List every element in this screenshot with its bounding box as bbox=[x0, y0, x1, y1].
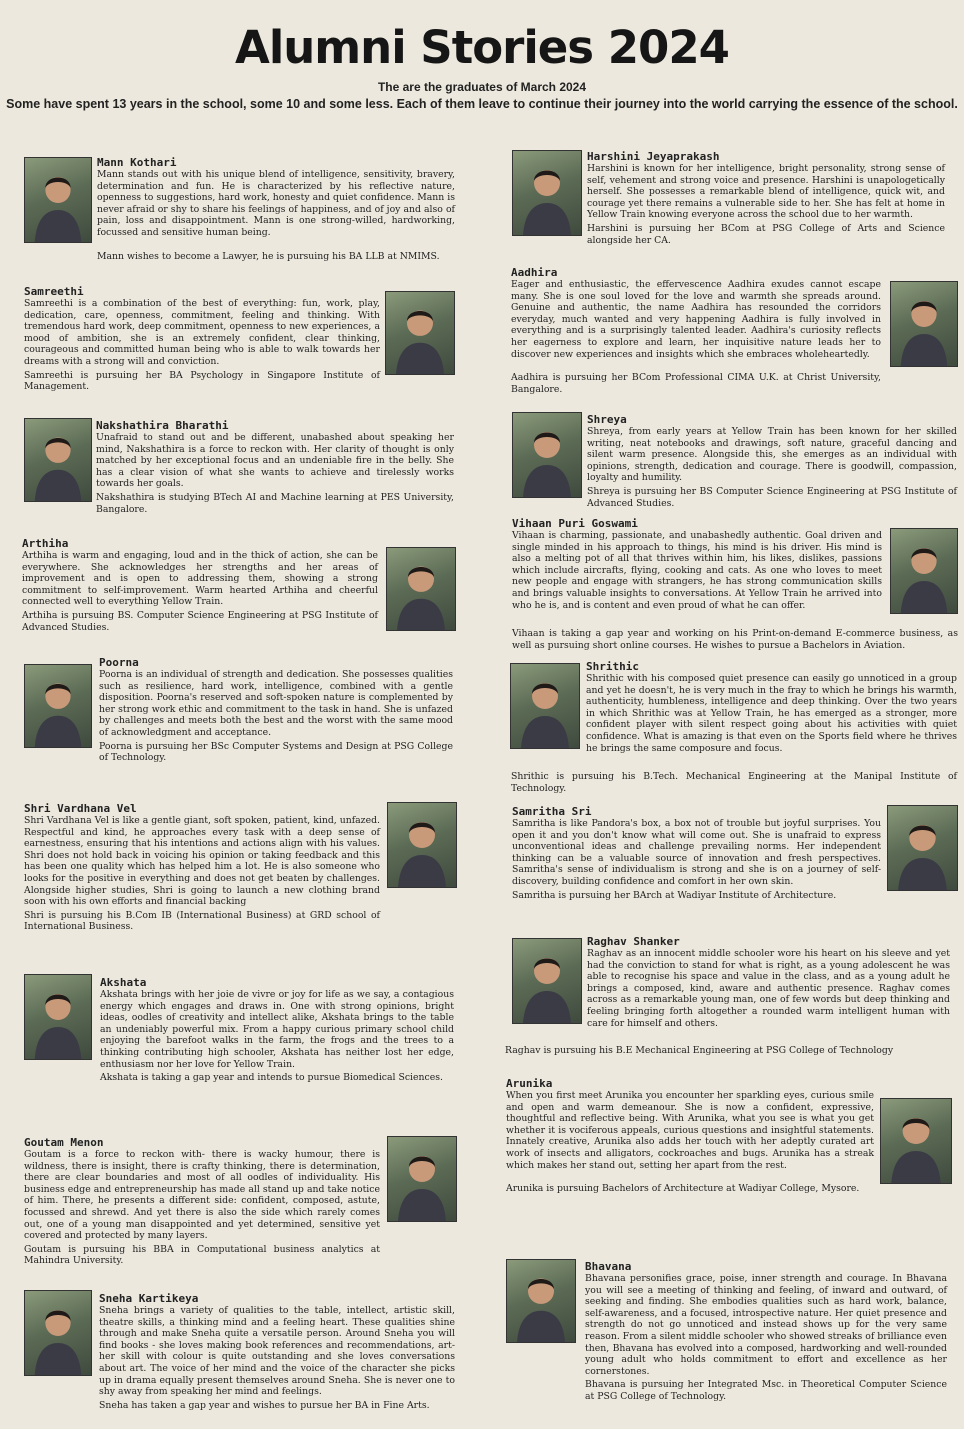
alumni-note: Arunika is pursuing Bachelors of Architecture at Wadiyar College, Mysore. bbox=[506, 1183, 860, 1195]
portrait-photo bbox=[890, 281, 958, 367]
alumni-name: Harshini Jeyaprakash bbox=[587, 150, 720, 163]
alumni-name: Vihaan Puri Goswami bbox=[512, 517, 638, 530]
portrait-photo bbox=[512, 412, 582, 498]
alumni-note: Poorna is pursuing her BSc Computer Systems and Design at PSG College of Technology. bbox=[99, 740, 453, 764]
page-subtitle: The are the graduates of March 2024 bbox=[377, 80, 587, 94]
alumni-bio: Vihaan is charming, passionate, and unabashedly authentic. Goal driven and single minded in his approach to things, his mind is his driver. His mind is also a melting pot of all that thrives within him, his likes, dislikes, passions which include aircrafts, flying, cooking and cats. As one who loves to meet new people and engage with strangers, he has strong communication skills and brings valuable insights to conversations. At Yellow Train he arrived into who he is, and is content and even proud of what he can offer. bbox=[512, 530, 882, 611]
portrait-photo bbox=[387, 802, 457, 888]
alumni-bio: Akshata brings with her joie de vivre or joy for life as we say, a contagious energy which engages and draws in. One with strong opinions, bright ideas, oodles of creativity and intellect alike, Akshata brings to the table an undeniably powerful mix. From a happy curious primary school child enjoying the barefoot walks in the farm, the frogs and the trees to a thinking contributing high schooler, Akshata has neither lost her edge, enthusiasm nor her love for Yellow Train. bbox=[100, 989, 454, 1070]
alumni-note: Nakshathira is studying BTech AI and Machine learning at PES University, Bangalore. bbox=[96, 491, 454, 515]
alumni-note: Mann wishes to become a Lawyer, he is pursuing his BA LLB at NMIMS. bbox=[97, 250, 440, 262]
alumni-note: Raghav is pursuing his B.E Mechanical Engineering at PSG College of Technology bbox=[505, 1045, 894, 1056]
alumni-bio: Bhavana personifies grace, poise, inner strength and courage. In Bhavana you will see a meeting of thinking and feeling, of inward and outward, of seeking and finding. She embodies qualities such as hard work, balance, self-awareness, and a focused, introspective nature. Her quiet presence and strength do not go unnoticed and instead shows up for the very same reason. From a silent middle schooler who showed streaks of brilliance even then, Bhavana has evolved into a composed, hardworking and well-rounded young adult who holds commitment to effort and excellence as her cornerstones. bbox=[585, 1273, 947, 1377]
alumni-note: Sneha has taken a gap year and wishes to pursue her BA in Fine Arts. bbox=[99, 1399, 430, 1411]
alumni-name: Akshata bbox=[100, 976, 147, 989]
alumni-note: Arthiha is pursuing BS. Computer Science Engineering at PSG Institute of Advanced Studies. bbox=[22, 609, 378, 633]
alumni-bio: Shri Vardhana Vel is like a gentle giant, soft spoken, patient, kind, unfazed. Respectful and kind, he approaches every task with a deep sense of earnestness, ensuring that his intentions and actions align with his values. Shri does not hold back in voicing his opinion or taking feedback and this has been one quality which has helped him a lot. He is also someone who looks for the positive in everything and does not get beaten by challenges. Alongside higher studies, Shri is going to launch a new clothing brand soon with his own efforts and financial backing bbox=[24, 815, 380, 908]
alumni-bio: Samritha is like Pandora's box, a box not of trouble but joyful surprises. You open it and you don't know what will come out. She is unafraid to express unconventional ideas and challenge prevailing norms. Her independent thinking can be a valuable source of innovation and fresh perspectives. Samritha's sense of individualism is strong and she is on a journey of self-discovery, building confidence and comfort in her own skin. bbox=[512, 818, 881, 887]
portrait-photo bbox=[506, 1259, 576, 1343]
alumni-bio: Raghav as an innocent middle schooler wore his heart on his sleeve and yet had the conviction to stand for what is right, as a young adolescent he was able to recognise his space and value in the class, and as a young adult he brings a composed, kind, aware and authentic presence. Raghav comes across as a remarkable young man, one of few words but deep thinking and feeling bringing forth altogether a rounded warm intelligent human with care for himself and others. bbox=[587, 948, 950, 1029]
alumni-bio: Mann stands out with his unique blend of intelligence, sensitivity, bravery, determination and fun. He is characterized by his reflective nature, openness to suggestions, hard work, honesty and quiet confidence. Mann is never afraid or shy to share his feelings of happiness, and of joy and also of pain, loss and disappointment. Mann is one strong-willed, hardworking, focussed and sensitive human being. bbox=[97, 169, 455, 238]
alumni-name: Mann Kothari bbox=[97, 156, 177, 169]
alumni-name: Samritha Sri bbox=[512, 805, 592, 818]
alumni-bio: Goutam is a force to reckon with- there is wacky humour, there is wildness, there is insight, there is crafty thinking, there is determination, there are clear boundaries and most of all oodles of individuality. His business edge and entrepreneurship has made all stand up and take notice of him. There, he presents a different side: confident, composed, astute, focussed and shrewd. And yet there is also the side which rarely comes out, one of a young man disappointed and yet determined, sensitive yet covered and protected by many layers. bbox=[24, 1149, 380, 1242]
alumni-name: Shri Vardhana Vel bbox=[24, 802, 137, 815]
alumni-bio: Sneha brings a variety of qualities to the table, intellect, artistic skill, theatre skills, a thinking mind and a feeling heart. These qualities shine through and make Sneha quite a versatile person. Around Sneha you will find books - she loves making book references and recommendations, art- her skill with colour is quite outstanding and she loves conversations about art. The voice of her mind and the voice of the character she picks up in drama equally present themselves around Sneha. She is never one to shy away from speaking her mind and feelings. bbox=[99, 1305, 455, 1398]
alumni-note: Samreethi is pursuing her BA Psychology in Singapore Institute of Management. bbox=[24, 369, 380, 393]
portrait-photo bbox=[387, 1136, 457, 1222]
alumni-note: Aadhira is pursuing her BCom Professional CIMA U.K. at Christ University, Bangalore. bbox=[511, 372, 881, 395]
alumni-name: Shreya bbox=[587, 413, 627, 426]
alumni-name: Arunika bbox=[506, 1077, 553, 1090]
portrait-photo bbox=[24, 664, 92, 748]
page-header bbox=[0, 0, 964, 111]
alumni-name: Samreethi bbox=[24, 285, 84, 298]
portrait-photo bbox=[512, 150, 582, 236]
alumni-note: Shreya is pursuing her BS Computer Science Engineering at PSG Institute of Advanced Studies. bbox=[587, 485, 957, 509]
portrait-photo bbox=[24, 418, 92, 502]
alumni-note: Akshata is taking a gap year and intends to pursue Biomedical Sciences. bbox=[100, 1072, 443, 1084]
alumni-bio: When you first meet Arunika you encounter her sparkling eyes, curious smile and open and warm demeanour. She is now a confident, expressive, thoughtful and reflective being. With Arunika, what you see is what you get whether it is vociferous appeals, curious questions and insightful statements. Innately creative, Arunika also adds her touch with her adeptly curated art work of insects and alligators, cockroaches and bugs. Arunika has a streak which makes her stand out, setting her apart from the rest. bbox=[506, 1090, 874, 1171]
alumni-bio: Poorna is an individual of strength and dedication. She possesses qualities such as resilience, hard work, intelligence, combined with a gentle disposition. Poorna's reserved and soft-spoken nature is complemented by her strong work ethic and commitment to the task in hand. She is unfazed by challenges and meets both the best and the worst with the same mood of acknowledgment and acceptance. bbox=[99, 669, 453, 738]
alumni-note: Shrithic is pursuing his B.Tech. Mechanical Engineering at the Manipal Institute of Technology. bbox=[511, 771, 957, 794]
alumni-name: Poorna bbox=[99, 656, 139, 669]
alumni-name: Aadhira bbox=[511, 266, 558, 279]
alumni-bio: Samreethi is a combination of the best of everything: fun, work, play, dedication, care, openness, commitment, feeling and thinking. With tremendous hard work, deep commitment, openness to new experiences, a mood of ambition, she is an extremely confident, clear thinking, courageous and committed human being who is able to walk towards her dreams with a strong will and conviction. bbox=[24, 298, 380, 367]
alumni-bio: Harshini is known for her intelligence, bright personality, strong sense of self, vehement and strong voice and presence. Harshini is unapologetically herself. She possesses a remarkable blend of intelligence, quick wit, and courage yet there remains a vulnerable side to her. She has felt at home in Yellow Train knowing everyone across the school due to her warmth. bbox=[587, 163, 945, 221]
alumni-name: Goutam Menon bbox=[24, 1136, 104, 1149]
alumni-bio: Unafraid to stand out and be different, unabashed about speaking her mind, Nakshathira is a force to reckon with. Her clarity of thought is only matched by her exceptional focus and an undeniable fire in the belly. She has a clear vision of what she wants to achieve and tirelessly works towards her goals. bbox=[96, 432, 454, 490]
alumni-name: Raghav Shanker bbox=[587, 935, 680, 948]
alumni-note: Harshini is pursuing her BCom at PSG College of Arts and Science alongside her CA. bbox=[587, 222, 945, 246]
alumni-bio: Eager and enthusiastic, the effervescence Aadhira exudes cannot escape many. She is one soul loved for the love and warmth she spreads around. Genuine and authentic, the name Aadhira has resounded the corridors everyday, much wanted and very happening Aadhira is fully involved in everything and is a surprisingly talented leader. Aadhira's curiosity reflects her eagerness to explore and learn, her inquisitive nature leads her to discover new experiences and insights which she embraces wholeheartedly. bbox=[511, 279, 881, 360]
alumni-note: Vihaan is taking a gap year and working on his Print-on-demand E-commerce business, as well as pursuing short online courses. He wishes to pursue a Bachelors in Aviation. bbox=[512, 628, 958, 651]
portrait-photo bbox=[24, 157, 92, 243]
alumni-name: Bhavana bbox=[585, 1260, 632, 1273]
portrait-photo bbox=[890, 528, 958, 614]
alumni-bio: Shreya, from early years at Yellow Train has been known for her skilled writing, neat notebooks and drawings, soft nature, graceful dancing and silent warm presence. Alongside this, she emerges as an individual with opinions, strength, dedication and courage. There is goodwill, compassion, loyalty and humility. bbox=[587, 426, 957, 484]
alumni-note: Goutam is pursuing his BBA in Computational business analytics at Mahindra University. bbox=[24, 1243, 380, 1267]
page-intro: Some have spent 13 years in the school, some 10 and some less. Each of them leave to continue their journey into the world carrying the essence of the school. bbox=[6, 97, 958, 111]
portrait-photo bbox=[24, 1290, 92, 1376]
alumni-note: Shri is pursuing his B.Com IB (International Business) at GRD school of International Business. bbox=[24, 909, 380, 933]
alumni-name: Arthiha bbox=[22, 537, 69, 550]
portrait-photo bbox=[24, 974, 92, 1060]
page-title: Alumni Stories 2024 bbox=[235, 21, 729, 74]
portrait-photo bbox=[510, 663, 580, 749]
portrait-photo bbox=[385, 291, 455, 375]
alumni-name: Nakshathira Bharathi bbox=[96, 419, 229, 432]
portrait-photo bbox=[880, 1098, 952, 1184]
portrait-photo bbox=[386, 547, 456, 631]
alumni-bio: Arthiha is warm and engaging, loud and in the thick of action, she can be everywhere. She acknowledges her strengths and her areas of improvement and is open to addressing them, showing a strong commitment to self-improvement. Warm hearted Arthiha and cheerful connected well to everything Yellow Train. bbox=[22, 550, 378, 608]
alumni-note: Bhavana is pursuing her Integrated Msc. in Theoretical Computer Science at PSG College of Technology. bbox=[585, 1379, 947, 1402]
portrait-photo bbox=[512, 938, 582, 1024]
portrait-photo bbox=[887, 805, 958, 891]
alumni-note: Samritha is pursuing her BArch at Wadiyar Institute of Architecture. bbox=[512, 889, 837, 901]
alumni-name: Sneha Kartikeya bbox=[99, 1292, 199, 1305]
alumni-bio: Shrithic with his composed quiet presence can easily go unnoticed in a group and yet he doesn't, he is very much in the fray to which he brings his warmth, authenticity, humbleness, intelligence and deep thinking. Over the two years in which Shrithic was at Yellow Train, he has emerged as a stronger, more confident player with silent respect going about his activities with quiet confidence. What is amazing is that even on the Sports field where he thrives he brings the same composure and focus. bbox=[586, 673, 957, 754]
alumni-name: Shrithic bbox=[586, 660, 639, 673]
